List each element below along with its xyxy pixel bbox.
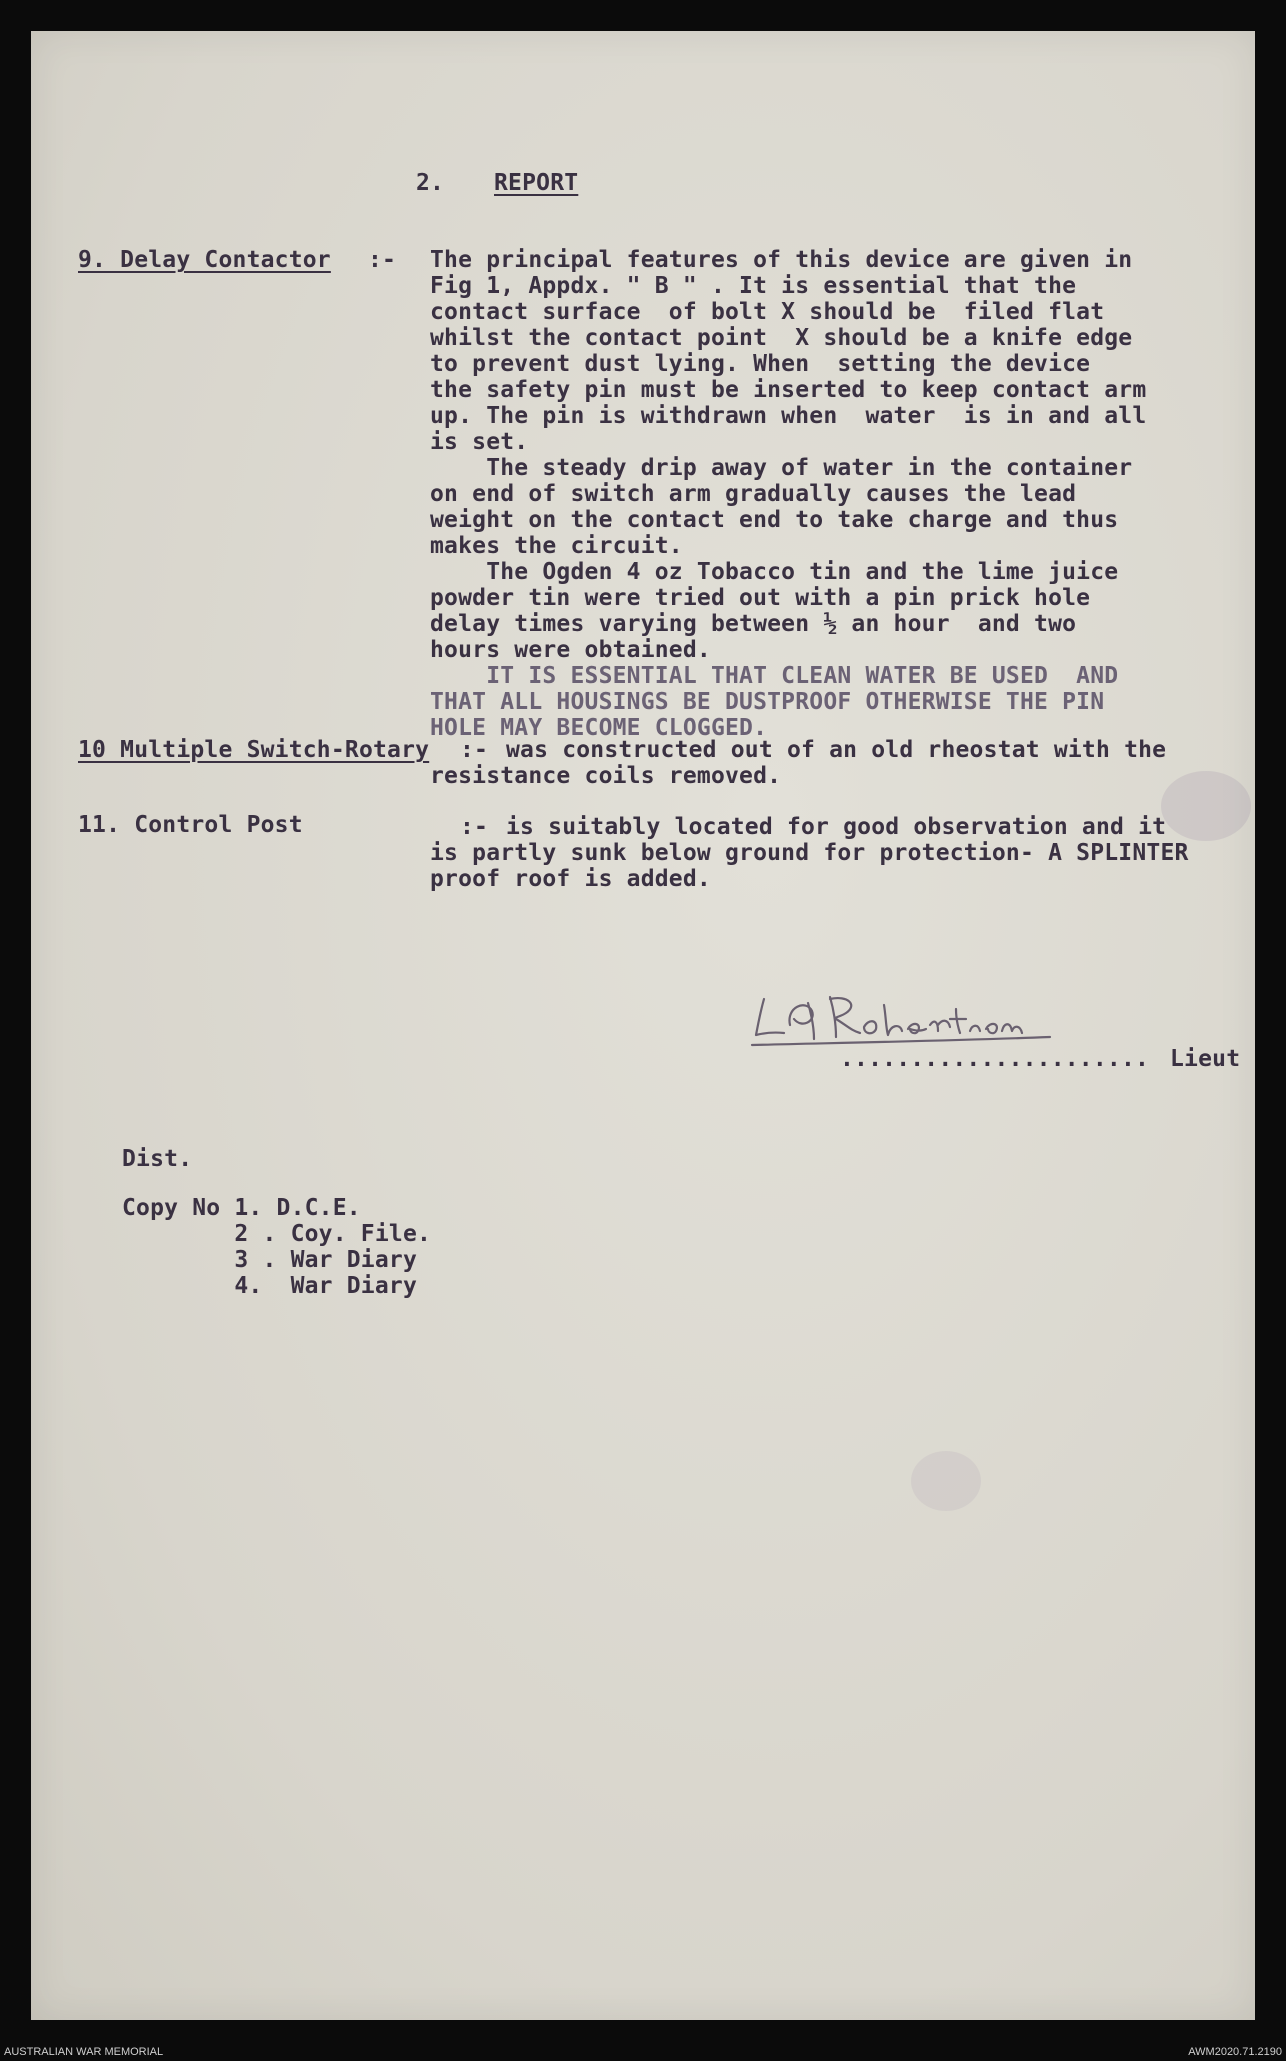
item-11-line: is suitably located for good observation and it: [506, 814, 1167, 840]
distribution-item: 4. War Diary: [122, 1273, 417, 1299]
item-11-label: 11. Control Post: [78, 812, 303, 838]
ink-smudge: [1161, 771, 1251, 841]
page-title: REPORT: [494, 170, 579, 196]
item-9-line: Fig 1, Appdx. " B " . It is essential that the: [430, 273, 1077, 299]
item-9-line: hours were obtained.: [430, 637, 711, 663]
item-9-line: to prevent dust lying. When setting the device: [430, 351, 1091, 377]
signature-rank: Lieut: [1170, 1046, 1241, 1072]
item-9-line: is set.: [430, 429, 529, 455]
item-9-line: weight on the contact end to take charge and thus: [430, 507, 1119, 533]
item-9-line: contact surface of bolt X should be filed flat: [430, 299, 1105, 325]
item-10-line: resistance coils removed.: [430, 763, 782, 789]
distribution-item: 2 . Coy. File.: [122, 1221, 432, 1247]
item-9-line: HOLE MAY BECOME CLOGGED.: [430, 715, 768, 741]
item-9-line: makes the circuit.: [430, 533, 683, 559]
distribution-heading: Dist.: [122, 1146, 193, 1172]
item-9-line: IT IS ESSENTIAL THAT CLEAN WATER BE USED AND: [430, 663, 1119, 689]
item-9-line: on end of switch arm gradually causes the lead: [430, 481, 1077, 507]
item-9-line: the safety pin must be inserted to keep contact arm: [430, 377, 1147, 403]
signature-dots: ......................: [840, 1046, 1150, 1072]
handwritten-signature: [750, 985, 1070, 1055]
item-10-line: was constructed out of an old rheostat with the: [506, 737, 1167, 763]
item-11-line: is partly sunk below ground for protection- A SPLINTER: [430, 840, 1189, 866]
item-9-label: 9. Delay Contactor: [78, 247, 331, 273]
item-9-line: powder tin were tried out with a pin prick hole: [430, 585, 1091, 611]
footer-accession: AWM2020.71.2190: [1188, 2046, 1282, 2058]
footer-collection: AUSTRALIAN WAR MEMORIAL: [4, 2046, 164, 2058]
item-9-line: delay times varying between ½ an hour and two: [430, 611, 1077, 637]
page-number: 2.: [416, 170, 445, 196]
item-9-line: up. The pin is withdrawn when water is in and all: [430, 403, 1147, 429]
item-9-line: The Ogden 4 oz Tobacco tin and the lime juice: [430, 559, 1119, 585]
distribution-item: 3 . War Diary: [122, 1247, 417, 1273]
item-9-line: The principal features of this device are given in: [430, 247, 1133, 273]
item-11-line: proof roof is added.: [430, 866, 711, 892]
item-11-separator: :-: [460, 814, 489, 840]
item-9-separator: :-: [368, 247, 397, 273]
item-10-label: 10 Multiple Switch-Rotary: [78, 737, 430, 763]
item-9-line: whilst the contact point X should be a knife edge: [430, 325, 1133, 351]
item-9-line: THAT ALL HOUSINGS BE DUSTPROOF OTHERWISE THE PIN: [430, 689, 1105, 715]
distribution-item: Copy No 1. D.C.E.: [122, 1195, 361, 1221]
item-10-separator: :-: [460, 737, 489, 763]
item-9-line: The steady drip away of water in the container: [430, 455, 1133, 481]
ink-smudge: [911, 1451, 981, 1511]
